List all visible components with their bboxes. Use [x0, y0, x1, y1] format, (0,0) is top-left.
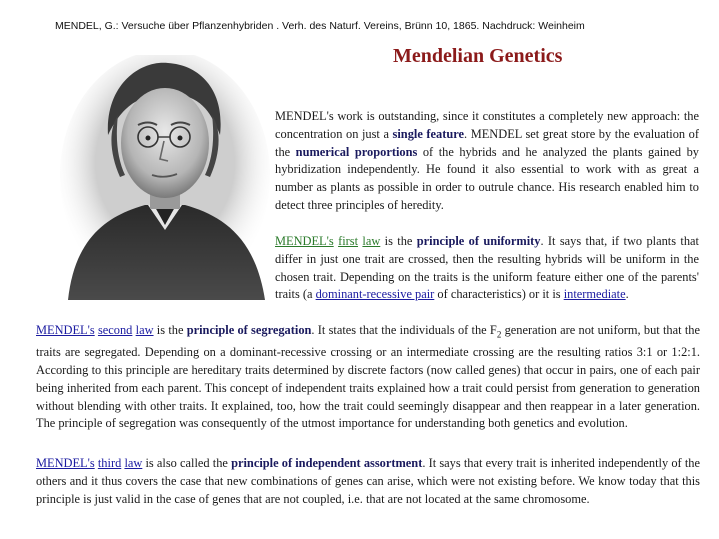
intro-text-2: . MENDEL set great store by the evaluation of the: [275, 126, 700, 159]
segregation-paragraph: [36, 322, 700, 433]
assortment-text-2: . It says that every trait is inherited independently of the others and it thus covers the case that new combinations of genes can arise, which were not existing before. We know today that this principle is just valid in the case of genes that are not coupled, i.e. that are not located at the same chromosome.: [36, 456, 700, 506]
uniformity-paragraph: [275, 233, 699, 304]
intermediate-link[interactable]: intermediate: [563, 287, 626, 302]
first-link[interactable]: first: [338, 234, 359, 248]
principle-of-segregation-term: principle of segregation: [186, 323, 312, 337]
page-title: Mendelian Genetics: [393, 45, 563, 67]
principle-of-independent-assortment-term: principle of independent assortment: [231, 456, 423, 470]
citation-text: MENDEL, G.: Versuche über Pflanzenhybriden . Verh. des Naturf. Vereins, Brünn 10, 1865. Nachdruck: Weinheim: [55, 20, 585, 32]
law-link[interactable]: law: [362, 234, 381, 248]
assortment-paragraph: [36, 455, 700, 508]
mendel-portrait: [60, 55, 270, 300]
mendel-link[interactable]: MENDEL's: [36, 323, 95, 337]
dominant-recessive-link[interactable]: dominant-recessive pair: [315, 287, 435, 302]
third-link[interactable]: third: [97, 456, 122, 470]
law-link[interactable]: law: [124, 456, 143, 470]
mendel-link[interactable]: MENDEL's: [275, 234, 334, 248]
single-feature-term: single feature: [392, 126, 465, 141]
second-link[interactable]: second: [97, 323, 133, 337]
law-link[interactable]: law: [135, 323, 154, 337]
numerical-proportions-term: numerical proportions: [295, 144, 418, 159]
segregation-text-2: . It states that the individuals of the F: [311, 323, 497, 337]
uniformity-text-2: . It says that, if two plants that differ in just one trait are crossed, then the resulting hybrids will be uniform in the chosen trait. Depending on the traits is the uniform feature either one of the parents' traits (a: [275, 234, 700, 302]
f2-subscript: 2: [496, 329, 502, 340]
uniformity-text-4: .: [625, 287, 629, 302]
assortment-text-1: is also called the: [142, 456, 232, 470]
intro-text-3: of the hybrids and he analyzed the plants gained by hybridization independently. He found it also essential to work with as great a number as plants as possible in order to outrule chance. His research enabled him to detect three principles of heredity.: [275, 144, 699, 212]
segregation-text-3: generation are not uniform, but that the traits are segregated. Depending on a dominant-recessive crossing or an intermediate crossing are the resulting ratios 3:1 or 1:2:1. According to this principle are hereditary traits determined by discrete factors (now called genes) that occur in pairs, one of each pair being inherited from each parent. This concept of independent traits explained how a trait could persist from generation to generation without blending with other traits. It explained, too, how the trait could seemingly disappear and then reappear in a later generation. The principle of segregation was consequently of the utmost importance for understanding both genetics and evolution.: [36, 323, 700, 431]
mendel-link[interactable]: MENDEL's: [36, 456, 95, 470]
uniformity-text-1: is the: [380, 234, 417, 248]
uniformity-text-3: of characteristics) or it is: [434, 287, 564, 302]
intro-text-1: MENDEL's work is outstanding, since it constitutes a completely new approach: the concentration on just a: [275, 109, 699, 141]
intro-paragraph: [275, 108, 699, 215]
segregation-text-1: is the: [153, 323, 187, 337]
principle-of-uniformity-term: principle of uniformity: [416, 234, 541, 248]
